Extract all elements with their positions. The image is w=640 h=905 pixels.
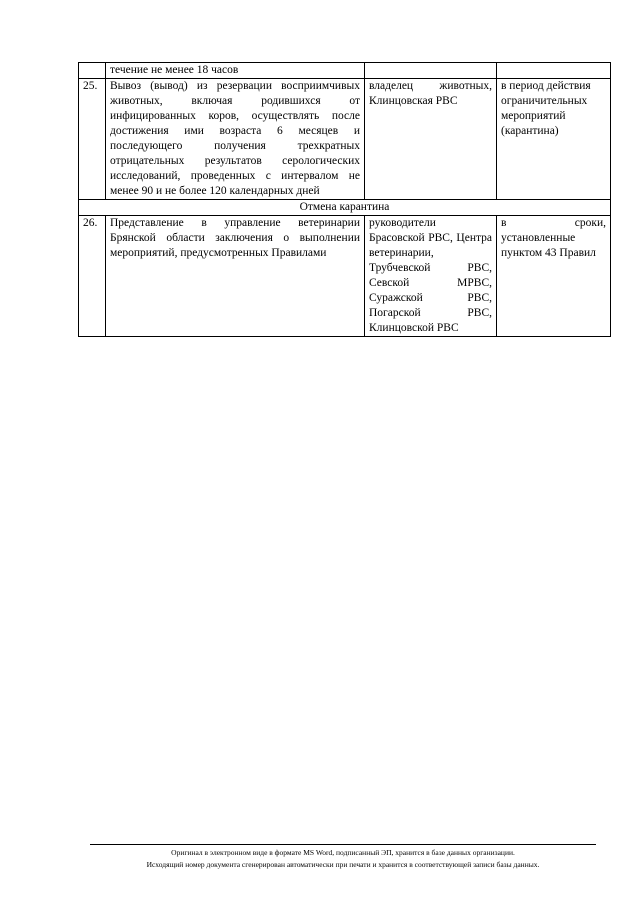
- measures-table: [78, 62, 611, 337]
- row-action: Представление в управление ветеринарии Брянской области заключения о выполнении мероприятий, предусмотренных Правилами: [106, 216, 365, 337]
- row-action: Вывоз (вывод) из резервации восприимчивых животных, включая родившихся от инфицированных коров, осуществлять после достижения ими возраста 6 месяцев и последующего получения трехкратных отрицательных результатов серологических исследований, проведенных с интервалом не менее 90 и не более 120 календарных дней: [106, 79, 365, 200]
- table-row-26: [79, 216, 611, 337]
- footer-line-2: Исходящий номер документа сгенерирован автоматически при печати и хранится в соответствующей записи базы данных.: [146, 860, 540, 869]
- cell-empty: [497, 63, 611, 79]
- cell-num-empty: [79, 63, 106, 79]
- row-deadline: в сроки, установленные пунктом 43 Правил: [497, 216, 611, 337]
- cell-empty: [365, 63, 497, 79]
- row-responsible: руководители Брасовской РВС, Центра ветеринарии, Трубчевской РВС, Севской МРВС, Суражской РВС, Погарской РВС, Клинцовской РВС: [365, 216, 497, 337]
- document-footer: [90, 844, 596, 871]
- row-responsible: владелец животных, Клинцовская РВС: [365, 79, 497, 200]
- table-row-25: [79, 79, 611, 200]
- section-heading: Отмена карантина: [79, 200, 611, 216]
- footer-line-1: Оригинал в электронном виде в формате MS Word, подписанный ЭП, хранится в базе данных организации.: [171, 848, 515, 857]
- row-number: 26.: [79, 216, 106, 337]
- table-row-continuation: [79, 63, 611, 79]
- table-section-heading: [79, 200, 611, 216]
- row-deadline: в период действия ограничительных мероприятий (карантина): [497, 79, 611, 200]
- row-number: 25.: [79, 79, 106, 200]
- cell-continuation-text: течение не менее 18 часов: [106, 63, 365, 79]
